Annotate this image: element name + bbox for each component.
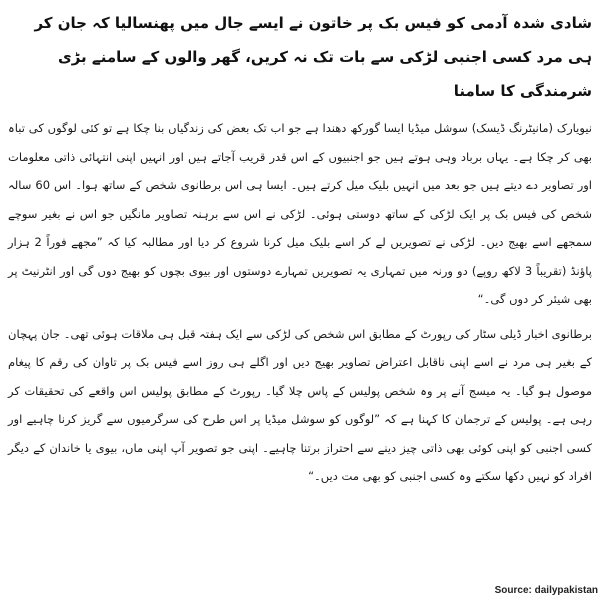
article-headline: شادی شدہ آدمی کو فیس بک پر خاتون نے ایسے جال میں پھنسالیا کہ جان کر ہی مرد کسی اجنبی لڑکی سے بات تک نہ کریں، گھر والوں کے سامنے بڑی شرمندگی کا سامنا (34, 14, 592, 100)
article (8, 6, 592, 594)
article-paragraph-1: نیویارک (مانیٹرنگ ڈیسک) سوشل میڈیا ایسا گورکھ دھندا ہے جو اب تک بعض کی زندگیاں بنا چکا ہے تو کئی لوگوں کی تباہ بھی کر چکا ہے۔ یہاں برباد وہی ہوتے ہیں جو اجنبیوں کے اس قدر قریب آجاتے ہیں اور انہیں اپنی انتہائی ذاتی معلومات اور تصاویر دے دیتے ہیں جو بعد میں انہیں بلیک میل کرتے ہیں۔ ایسا ہی اس برطانوی شخص کے ساتھ ہوا۔ اس 60 سالہ شخص کی فیس بک پر ایک لڑکی کے ساتھ دوستی ہوئی۔ لڑکی نے اس سے برہنہ تصاویر مانگیں جو اس نے بغیر سوچے سمجھے اسے بھیج دیں۔ لڑکی نے تصویریں لے کر اسے بلیک میل کرنا شروع کر دیا اور مطالبہ کیا کہ ”مجھے فوراً 2 ہزار پاؤنڈ (تقریباً 3 لاکھ روپے) دو ورنہ میں تمہاری یہ تصویریں تمہارے دوستوں اور بیوی بچوں کو بھیج دوں گی اور انٹرنیٹ پر بھی شیئر کر دوں گی۔“ (8, 121, 593, 306)
source-credit: Source: dailypakistan (494, 585, 598, 596)
article-paragraph-2: برطانوی اخبار ڈیلی سٹار کی رپورٹ کے مطابق اس شخص کی لڑکی سے ایک ہفتہ قبل ہی ملاقات ہوئی تھی۔ جان پہچان کے بغیر ہی مرد نے اسے اپنی ناقابل اعتراض تصاویر بھیج دیں اور اگلے ہی روز اسے فیس بک پر تاوان کی رقم کا پیغام موصول ہو گیا۔ یہ میسج آنے پر وہ شخص پولیس کے پاس چلا گیا۔ رپورٹ کے مطابق پولیس اس واقعے کی تحقیقات کر رہی ہے۔ پولیس کے ترجمان کا کہنا ہے کہ ”لوگوں کو سوشل میڈیا پر اس طرح کی سرگرمیوں سے گریز کرنا چاہیے اور کسی اجنبی کو اپنی کوئی بھی ذاتی چیز دینے سے احتراز برتنا چاہیے۔ اپنی جو تصویر آپ اپنی ماں، بیوی یا خاندان کے دیگر افراد کو نہیں دکھا سکتے وہ کسی اجنبی کو بھی مت دیں۔“ (8, 326, 592, 483)
